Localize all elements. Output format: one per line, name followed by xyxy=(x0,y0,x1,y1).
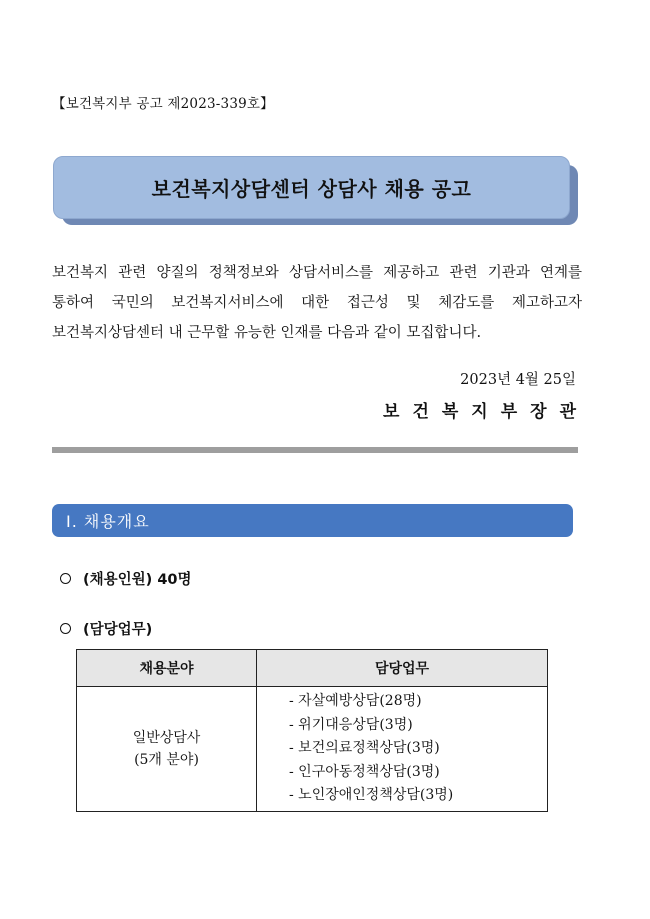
notice-date: 2023년 4월 25일 xyxy=(460,372,576,388)
divider xyxy=(52,447,578,453)
column-header: 채용분야 xyxy=(77,650,257,687)
field-count: (5개 분야) xyxy=(134,751,199,768)
intro-line: 보건복지 관련 양질의 정책정보와 상담서비스를 제공하고 관련 기관과 연계를 xyxy=(52,265,582,281)
table-row xyxy=(77,687,548,812)
notice-number: 【보건복지부 공고 제2023-339호】 xyxy=(52,96,274,112)
duty-list-cell xyxy=(257,687,548,812)
column-header: 담당업무 xyxy=(257,650,548,687)
issuer: 보건복지부장관 xyxy=(383,402,589,422)
intro-paragraph xyxy=(52,258,582,348)
duty-table xyxy=(76,649,548,812)
field-cell xyxy=(77,687,257,812)
list-item: - 인구아동정책상담(3명) xyxy=(289,763,440,780)
table-header-row xyxy=(77,650,548,687)
page-title: 보건복지상담센터 상담사 채용 공고 xyxy=(151,177,472,201)
title-box xyxy=(53,156,570,219)
field-name: 일반상담사 xyxy=(132,729,201,746)
bullet-text: (채용인원) 40명 xyxy=(83,572,192,588)
section-header xyxy=(52,504,573,537)
bullet-duties xyxy=(60,618,152,639)
list-item: - 보건의료정책상담(3명) xyxy=(289,740,440,756)
list-item: - 위기대응상담(3명) xyxy=(289,716,413,733)
bullet-text: (담당업무) xyxy=(83,622,153,638)
circle-bullet-icon xyxy=(60,573,71,584)
list-item: - 자살예방상담(28명) xyxy=(289,693,422,709)
bullet-headcount xyxy=(60,568,192,589)
section-title: Ⅰ. 채용개요 xyxy=(66,512,150,531)
intro-line: 통하여 국민의 보건복지서비스에 대한 접근성 및 체감도를 제고하고자 xyxy=(52,295,582,311)
intro-line: 보건복지상담센터 내 근무할 유능한 인재를 다음과 같이 모집합니다. xyxy=(52,325,482,341)
circle-bullet-icon xyxy=(60,623,71,634)
list-item: - 노인장애인정책상담(3명) xyxy=(289,787,454,803)
